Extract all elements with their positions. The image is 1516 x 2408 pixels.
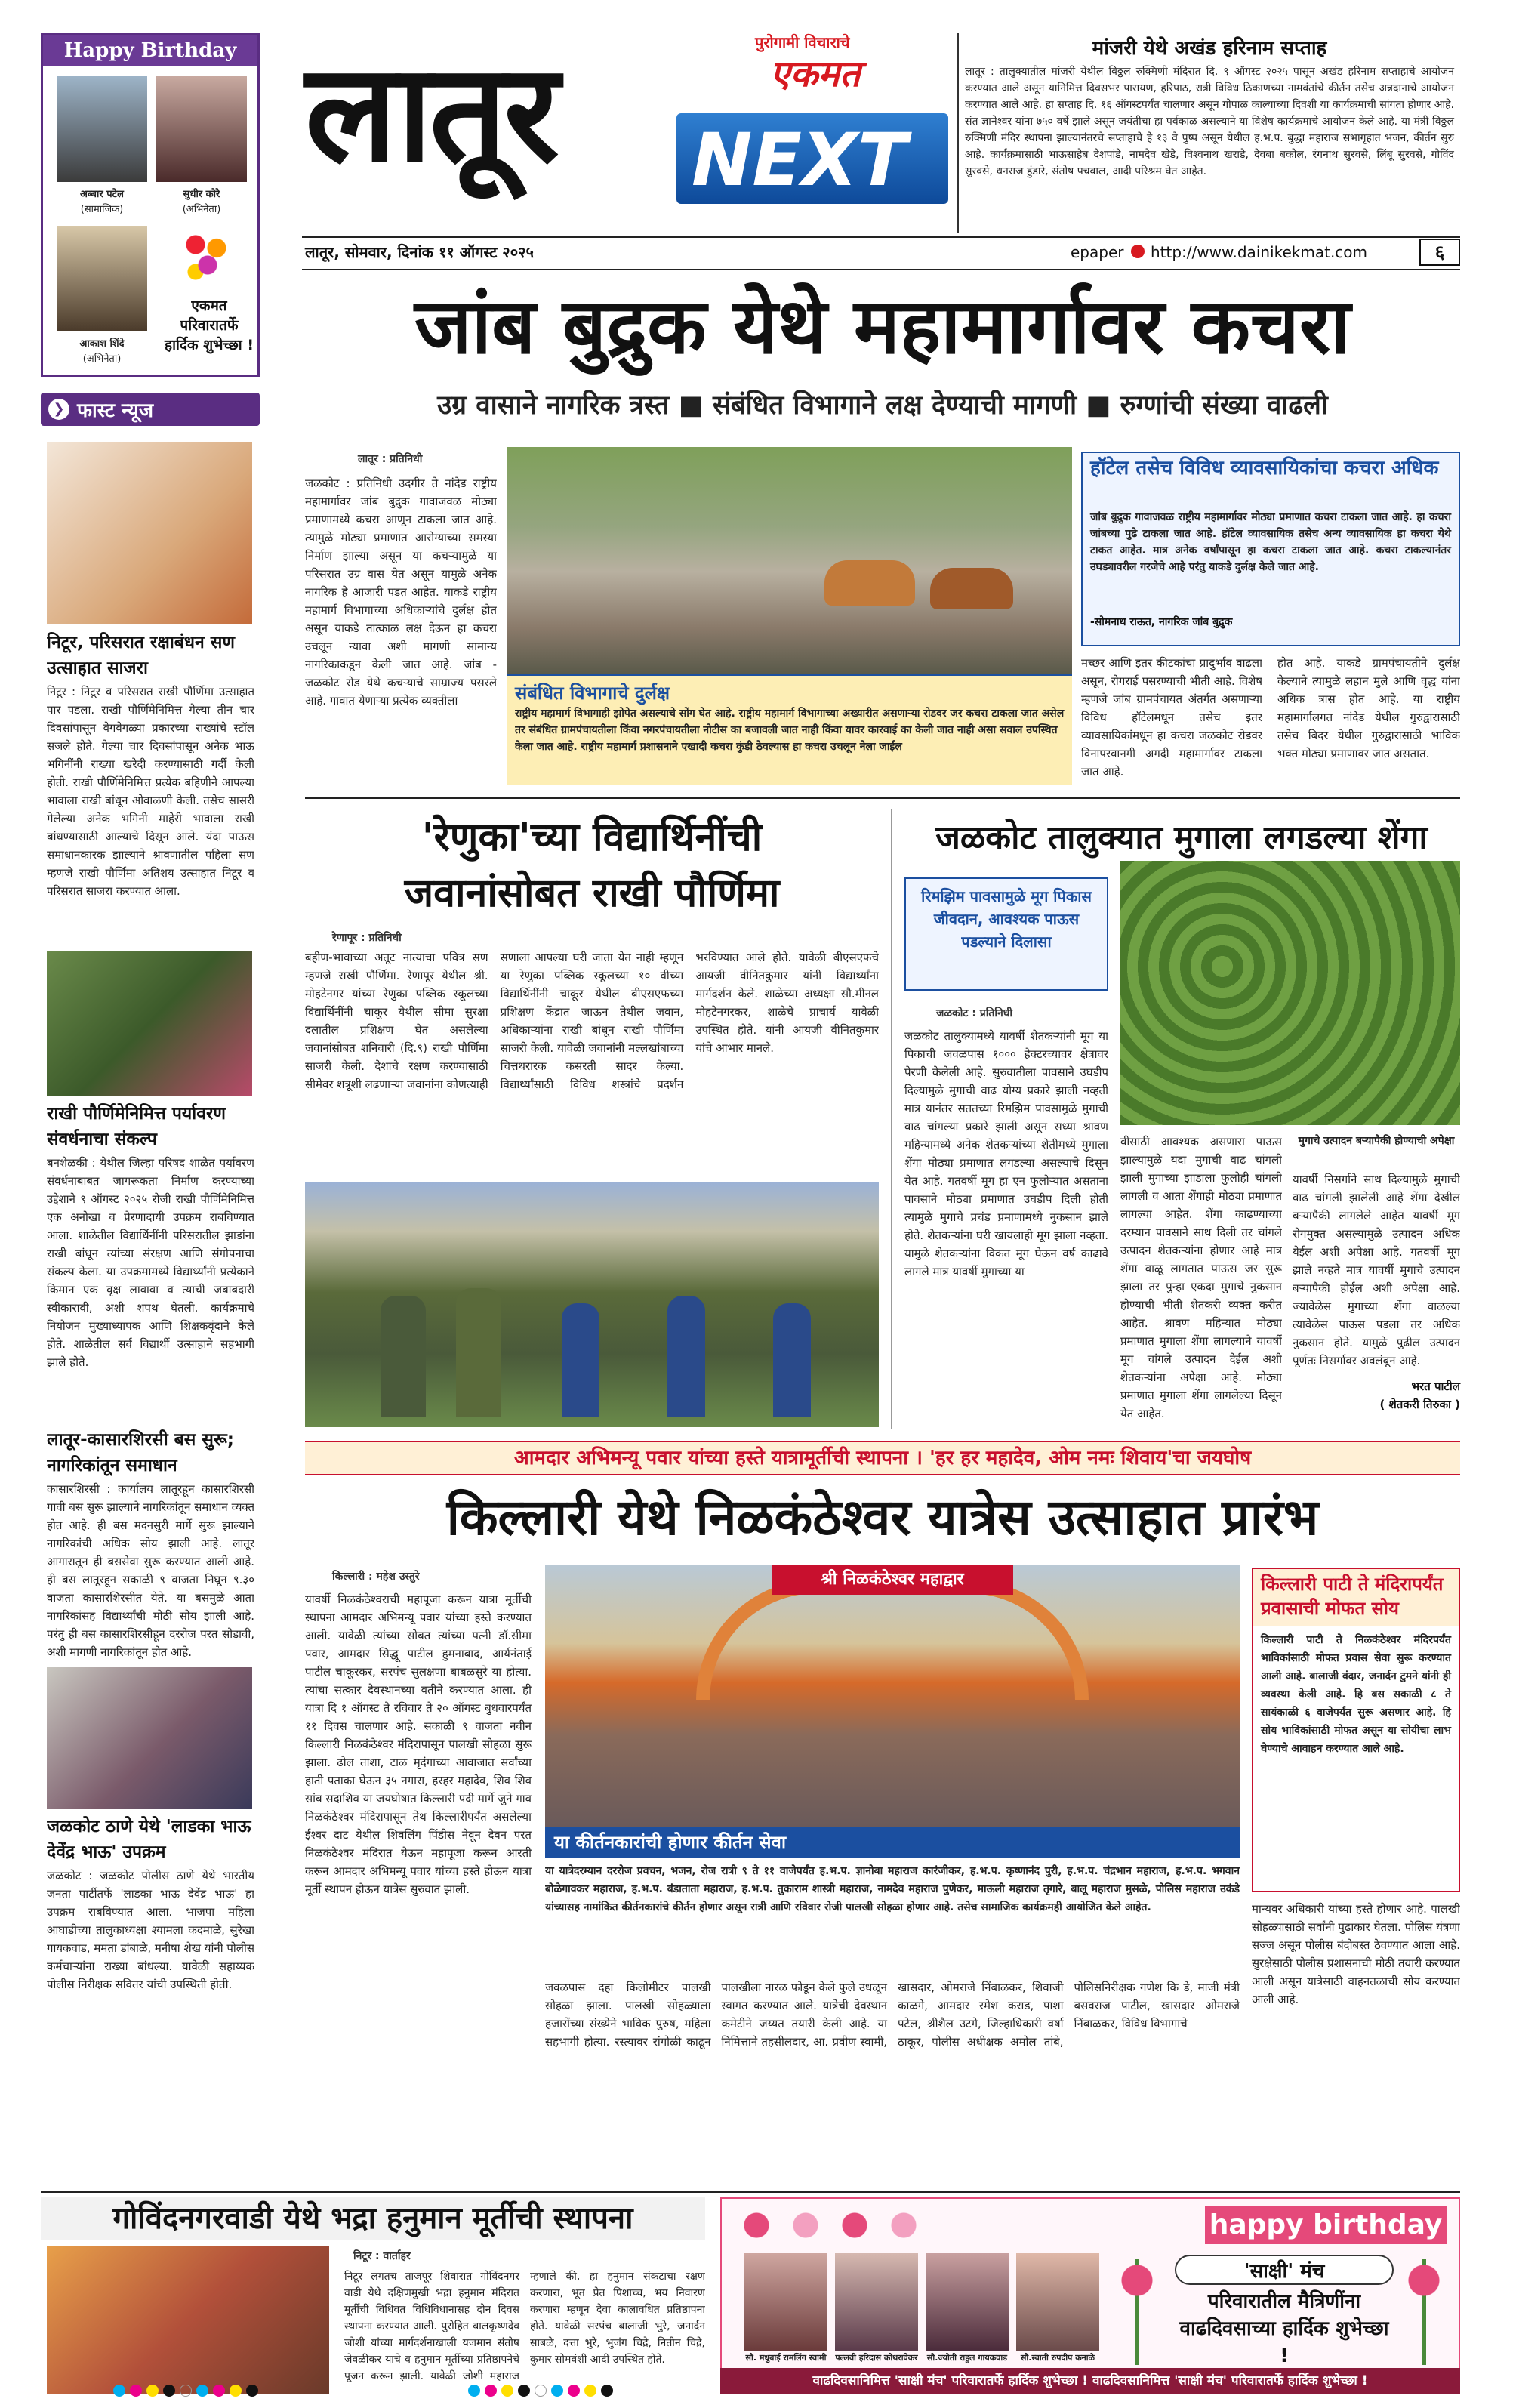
moong-credit-place: ( शेतकरी तिरुका )	[1379, 1398, 1460, 1411]
banner-text: आमदार अभिमन्यू पवार यांच्या हस्ते यात्रामूर्तीची स्थापना । 'हर हर महादेव, ओम नमः शिवाय'चा जयघोष	[513, 1447, 1252, 1469]
hanuman-photo	[47, 2246, 329, 2394]
next-logo	[676, 113, 948, 204]
masthead-rule	[302, 236, 1460, 238]
moong-crop-photo	[1120, 861, 1460, 1125]
news-body: निटूर : निटूर व परिसरात राखी पौर्णिमा उत्साहात पार पडला. राखी पौर्णिमेनिमित्त गेल्या तीन चार दिवसांपासून वेगवेगळ्या प्रकारच्या राख्यांचे स्टॉल सजले होते. गेल्या चार दिवसांपासून अनेक भाऊ भगिनींनी राख्या खरेदी करण्यासाठी गर्दी केली होती. राखी पौर्णिमेनिमित्त प्रत्येक बहिणीने आपल्या भावाला राखी बांधून ओवाळणी केली. तसेच सासरी गेलेल्या अनेक भगिनी माहेरी भावाला राखी बांधण्यासाठी आल्याचे दिसून आले. यंदा पाऊस समाधानकारक झाल्याने श्रावणातील पहिला सण म्हणजे राखी पौर्णिमा अतिशय उत्साहात निटूर व परिसरात साजरा करण्यात आला.	[47, 685, 254, 898]
flower-decor	[737, 2206, 933, 2244]
moong-credit: भरत पाटील	[1411, 1380, 1460, 1393]
sakhi-birthday-box	[720, 2197, 1460, 2394]
arch-sign: श्री निळकंठेश्वर महाद्वार	[772, 1565, 1013, 1595]
killari-sidebar	[1252, 1568, 1460, 1892]
lead-sidebar	[1081, 452, 1460, 646]
garbage-photo	[507, 447, 1072, 674]
renuka-body: बहीण-भावाच्या अतूट नात्याचा पवित्र सण म्हणजे राखी पौर्णिमा. रेणापूर येथील श्री. मोहटेनगर यांच्या रेणुका पब्लिक स्कूलच्या विद्यार्थिनींनी चाकूर येथील सीमा सुरक्षा दलातील प्रशिक्षण घेत असलेल्या जवानांसोबत शनिवारी (दि.९) राखी पौर्णिमा साजरी केली. देशाचे रक्षण करण्यासाठी सीमेवर शत्रूशी लढणाऱ्या जवानांना कोणत्याही सणाला आपल्या घरी जाता येत नाही म्हणून या रेणुका पब्लिक स्कूलच्या १० वीच्या विद्यार्थिनींनी चाकूर येथील बीएसएफच्या प्रशिक्षण केंद्रात जाऊन तेथील जवान, अधिकाऱ्यांना राखी बांधून राखी पौर्णिमा साजरी केली. यावेळी जवानांनी मल्लखांबाच्या चित्तथरारक कसरती सादर केल्या. विद्यार्थ्यांसाठी विविध शस्त्रांचे प्रदर्शन भरविण्यात आले होते. यावेळी बीएसएफचे आयजी वीनितकुमार यांनी विद्यार्थ्यांना मार्गदर्शन केले. शाळेच्या अध्यक्षा सौ.मीनल मोहटेनगरकर, शाळेचे प्राचार्य यावेळी उपस्थित होते. यांनी आयजी वीनितकुमार यांचे आभार मानले.	[305, 951, 879, 1091]
lead-photo-caption	[507, 674, 1072, 785]
story-body: लातूर : तालुक्यातील मांजरी येथील विठ्ठल रुक्मिणी मंदिरात दि. ९ ऑगस्ट २०२५ पासून अखंड हरिनाम सप्ताहाचे आयोजन करण्यात आले असून यानिमित्त दिवसभर पारायण, हरिपाठ, रात्री विविध ठिकाणच्या नामवंतांचे कीर्तन तसेच अन्नदानाचे आयोजन करण्यात आले आहे. हा सप्ताह दि. १६ ऑगस्टपर्यंत चालणार असून गोपाळ काल्याच्या दिवशी या कार्यक्रमाची सांगता होणार आहे. संत ज्ञानेश्वर यांना ७५० वर्षे झाले असून जयंतीचा हा पर्वकाळ असल्याने या विशेष कार्यक्रमाचे आयोजन केले आहे. या मंत्री विठ्ठल रुक्मिणी मंदिर स्थापना झाल्यानंतरचे सप्ताहाचे हे १३ वे पुष्प असून येथील ह.भ.प. बुद्धा महाराज सभागृहात भजन, कीर्तन सुरु आहे. कार्यक्रमासाठी भाऊसाहेब देशपांडे, नामदेव खेडे, विश्वनाथ खराडे, देवबा बकोल, रंगनाथ सुरवसे, लिंबू सुरवसे, गोविंद सुरवसे, धनराज हुंडारे, संतोष पचवाल, आदी परिश्रम घेत आहेत.	[965, 66, 1454, 177]
soldier-figure	[381, 1296, 426, 1417]
dateline: लातूर, सोमवार, दिनांक ११ ऑगस्ट २०२५	[305, 243, 534, 261]
person-role: (अभिनेता)	[182, 204, 221, 215]
news-title: जळकोट ठाणे येथे 'लाडका भाऊ देवेंद्र भाऊ' उपक्रम	[47, 1817, 251, 1862]
person-name: आकाश शिंदे	[79, 338, 125, 350]
sakhi-footer-strip	[720, 2368, 1460, 2394]
footer-text: वाढदिवसानिमित्त 'साक्षी मंच' परिवारातर्फे हार्दिक शुभेच्छा ! वाढदिवसानिमित्त 'साक्षी मंच' परिवारातर्फे हार्दिक शुभेच्छा !	[812, 2373, 1368, 2388]
moong-headline: जळकोट तालुक्यात मुगाला लगडल्या शेंगा	[935, 819, 1428, 857]
lead-subhead: उग्र वासाने नागरिक त्रस्त ■ संबंधित विभागाने लक्ष देण्याची मागणी ■ रुग्णांची संख्या वाढली	[437, 390, 1328, 421]
section-divider	[41, 2191, 1460, 2193]
killari-body: यावर्षी निळकंठेश्वराची महापूजा करून यात्रा मूर्तीची स्थापना आमदार अभिमन्यू पवार यांच्या हस्ते करण्यात आली. यावेळी त्यांच्या सोबत त्यांच्या पत्नी डॉ.सीमा पवार, आमदार सिद्धू पाटील हुमनाबाद, आर्यनंताई पाटील चाकूरकर, सरपंच सुलक्षणा बाबळसुरे या होत्या. त्यांचा सत्कार देवस्थानच्या वतीने करण्यात आला. ही यात्रा दि १ ऑगस्ट ते रविवार ते २० ऑगस्ट बुधवारपर्यंत ११ दिवस चालणार आहे. सकाळी ९ वाजता नवीन किल्लारी निळकंठेश्वर मंदिरापासून पालखी सोहळा सुरू झाला. ढोल ताशा, टाळ मृदंगाच्या आवाजात सर्वांच्या हाती पताका घेऊन ३५ नगारा, हरहर महादेव, शिव शिव सांब सदाशिव या जयघोषात किल्लारी पदी मार्गे जुने गाव निळकंठेश्वर मंदिरापासून तेथ किल्लारीपर्यंत असलेल्या ईश्वर दाट येथील शिवलिंग पिंडीस नेवून देवन परत निळकंठेश्वर मंदिरात येऊन महापूजा करून आरती करून आमदार अभिमन्यू पवार यांच्या हस्ते होऊन यात्रा मूर्ती स्थापन होऊन यात्रेस सुरुवात झाली.	[305, 1592, 532, 1896]
sakhi-title: happy birthday	[1205, 2206, 1447, 2244]
fast-news-header	[41, 393, 260, 426]
tulip-decor	[1114, 2259, 1160, 2365]
flower-bouquet	[177, 224, 238, 292]
renuka-headline-2: जवानांसोबत राखी पौर्णिमा	[404, 871, 780, 916]
avatar	[156, 76, 247, 182]
student-figure	[667, 1296, 705, 1417]
killari-sidebar-cont: मान्यवर अधिकारी यांच्या हस्ते होणार आहे. पालखी सोहळ्यासाठी सर्वांनी पुढाकार घेतला. पोलिस यंत्रणा सज्ज असून पोलीस बंदोबस्त ठेवण्यात आला आहे. सुरक्षेसाठी पोलीस प्रशासनाची मोठी तयारी करण्यात आली असून यात्रेसाठी वाहनतळाची सोय करण्यात आली आहे.	[1252, 1902, 1460, 2006]
govind-body: निटूर लगतच ताजपूर शिवारात गोविंदनगर वाडी येथे दक्षिणमुखी भद्रा हनुमान मंदिरात मूर्तीची विधिवत विधिविधानासह दोन दिवस स्थापना करण्यात आली. पुरोहित बालकृष्णदेव जोशी यांच्या मार्गदर्शनाखाली यजमान संतोष जेवळीकर याचे व हनुमान मूर्तीच्या प्रतिष्ठापनेचे पूजन करून झाली. यावेळी जोशी महाराज म्हणाले की, हा हनुमान संकटाचा रक्षण करणारा, भूत प्रेत पिशाच्च, भय निवारण करणारा म्हणून देवा कालावधित प्रतिष्ठापना होते. यावेळी सरपंच बालाजी भुरे, जनार्दन साबळे, दत्ता भुरे, भुजंग चिद्रे, नितीन चिद्रे, कुमार सोमवंशी आदी उपस्थित होते.	[344, 2271, 705, 2382]
sidebar-credit: -सोमनाथ राऊत, नागरिक जांब बुद्रुक	[1090, 616, 1233, 628]
brand-logo: एकमत	[770, 53, 861, 95]
news-title: लातूर-कासारशिरसी बस सुरू; नागरिकांतून समाधान	[47, 1430, 234, 1475]
killari-photo-caption	[545, 1827, 1240, 1858]
lead-headline: जांब बुद्रुक येथे महामार्गावर कचरा	[414, 282, 1351, 372]
avatar	[1016, 2253, 1099, 2351]
caption-title: या कीर्तनकारांची होणार कीर्तन सेवा	[554, 1832, 787, 1853]
news-title: राखी पौर्णिमेनिमित्त पर्यावरण संवर्धनाचा संकल्प	[47, 1104, 226, 1149]
avatar	[57, 226, 147, 331]
moong-dateline: जळकोट : प्रतिनिधी	[936, 1007, 1013, 1019]
brand-tag: पुरोगामी विचाराचे	[755, 33, 850, 51]
rakhi-photo	[47, 442, 252, 624]
bsf-rakhi-photo	[305, 1182, 879, 1427]
column-divider	[891, 809, 892, 1429]
fast-news-title: फास्ट न्यूज	[77, 399, 154, 422]
caption-title: संबंधित विभागाचे दुर्लक्ष	[515, 683, 670, 704]
moong-col3: यावर्षी निसर्गाने साथ दिल्यामुळे मुगाची वाढ चांगली झालेली आहे शेंगा देखील बऱ्यापैकी लागलेले आहेत यावर्षी मूग रोगमुक्त असल्यामुळे उत्पादन अधिक येईल अशी अपेक्षा आहे. गतवर्षी मूग झाले नव्हते मात्र यावर्षी मुगाचे उत्पादन बऱ्यापैकी होईल अशी अपेक्षा आहे. ज्यावेळेस मुगाच्या शेंगा वाळल्या त्यावेळेस पाऊस पडला तर अधिक नुकसान होते. यामुळे पुढील उत्पादन पूर्णतः निसर्गावर अवलंबून आहे.	[1293, 1173, 1460, 1367]
sidebar-body: किल्लारी पाटी ते निळकंठेश्वर मंदिरपर्यंत भाविकांसाठी मोफत प्रवास सेवा सुरू करण्यात आली आहे. बालाजी वंदार, जनार्दन टुमने यांनी ही व्यवस्था केली आहे. हि बस सकाळी ८ ते सायंकाळी ६ वाजेपर्यंत सुरू असणार आहे. हि सोय भाविकांसाठी मोफत असून या सोयीचा लाभ घेण्याचे आवाहन करण्यात आले आहे.	[1261, 1634, 1451, 1755]
masthead-rule	[302, 269, 1460, 270]
renuka-headline-1: 'रेणुका'च्या विद्यार्थिनींची	[421, 815, 763, 860]
birthday-wish: एकमत परिवारातर्फे हार्दिक शुभेच्छा !	[164, 298, 254, 353]
moong-col2: वीसाठी आवश्यक असणारा पाऊस झाल्यामुळे यंदा मुगाची वाढ चांगली झाली मुगाच्या झाडाला फुलोही चांगली लागली व आता शेंगाही मोठ्या प्रमाणात लागल्या आहेत. शेंगा काढण्याच्या दरम्यान पावसाने साथ दिली तर चांगले उत्पादन शेतकऱ्यांना होणार आहे मात्र शेंगा वाळू लागतात पाऊस जर सुरू झाला तर पुन्हा एकदा मुगाचे नुकसान होण्याची भीती शेतकरी व्यक्त करीत आहेत. श्रावण महिन्यात मोठ्या प्रमाणात मुगाला शेंगा लागल्याने यावर्षी मूग चांगले उत्पादन देईल अशी शेतकऱ्यांना अपेक्षा आहे. मोठ्या प्रमाणात मुगाला शेंगा लागलेल्या दिसून येत आहेत.	[1120, 1135, 1282, 1420]
student-figure	[773, 1303, 811, 1417]
person-name: सौ.ज्योती राहुल गायकवाड	[926, 2353, 1008, 2363]
killari-temple-photo	[545, 1565, 1240, 1827]
story-headline: मांजरी येथे अखंड हरिनाम सप्ताह	[1092, 37, 1327, 60]
soldier-figure	[456, 1288, 501, 1417]
avatar	[926, 2253, 1009, 2351]
next-logo-text: NEXT	[692, 118, 907, 202]
section-divider	[305, 797, 1460, 799]
sidebar-title: हॉटेल तसेच विविध व्यावसायिकांचा कचरा अधिक	[1090, 457, 1439, 479]
renuka-dateline: रेणापूर : प्रतिनिधी	[332, 932, 402, 944]
moong-box	[904, 877, 1108, 991]
person-role: (सामाजिक)	[80, 204, 124, 215]
banner-strip	[305, 1441, 1460, 1475]
avatar	[744, 2253, 827, 2351]
moong-photo-caption: मुगाचे उत्पादन बऱ्यापैकी होण्याची अपेक्षा	[1298, 1135, 1455, 1147]
avatar	[57, 76, 147, 182]
news-body: बनशेळकी : येथील जिल्हा परिषद शाळेत पर्यावरण संवर्धनाबाबत जागरूकता निर्माण करण्याच्या उद्देशाने ९ ऑगस्ट २०२५ रोजी राखी पौर्णिमेनिमित्त एक अनोखा व प्रेरणादायी उपक्रम राबविण्यात आला. शाळेतील विद्यार्थिनींनी परिसरातील झाडांना राखी बांधून त्यांच्या संरक्षण आणि संगोपनाचा संकल्प केला. या उपक्रमामध्ये विद्यार्थ्यांनी प्रत्येकाने किमान एक वृक्ष लावावा व त्याची जबाबदारी स्वीकारावी, अशी शपथ घेतली. कार्यक्रमाचे नियोजन मुख्याध्यापक आणि शिक्षकवृंदाने केले होते. शाळेतील सर्व विद्यार्थी उत्साहाने सहभागी झाले होते.	[47, 1156, 254, 1369]
govind-headline: गोविंदनगरवाडी येथे भद्रा हनुमान मूर्तीची स्थापना	[41, 2197, 705, 2240]
ladka-bhau-photo	[47, 1667, 252, 1809]
dog-figure	[930, 568, 1013, 609]
top-right-story	[957, 33, 1460, 233]
lead-col3: होत आहे. याकडे ग्रामपंचायतीने दुर्लक्ष केल्याने त्यामुळे लहान मुले आणि वृद्ध यांना अधिक त्रास होत आहे. या राष्ट्रीय महामार्गालगत नांदेड येथील गुरुद्वारासाठी तसेच बिदर येथील गुरुद्वारासाठी भाविक भक्त मोठ्या प्रमाणावर जात असतात.	[1277, 656, 1460, 760]
sakhi-wish-title: 'साक्षी' मंच	[1175, 2255, 1394, 2285]
killari-dateline: किल्लारी : महेश उस्तुरे	[332, 1571, 420, 1583]
person-name: अब्बार पटेल	[80, 189, 124, 200]
news-body: जळकोट : जळकोट पोलीस ठाणे येथे भारतीय जनता पार्टीतर्फे 'लाडका भाऊ देवेंद्र भाऊ' हा उपक्रम राबविण्यात आला. भाजपा महिला आघाडीच्या तालुकाध्यक्षा श्यामला कदमाळे, सुरेखा गायकवाड, ममता डांबाळे, मनीषा शेख यांनी पोलीस कर्मचाऱ्यांना राख्या बांधल्या. यावेळी सहाय्यक पोलीस निरीक्षक सवितर यांची उपस्थिती होती.	[47, 1869, 254, 1991]
govind-dateline: निटूर : वार्ताहर	[353, 2250, 411, 2262]
news-body: कासारशिरसी : कार्यालय लातूरहून कासारशिरसी गावी बस सुरू झाल्याने नागरिकांतून समाधान व्यक्त होत आहे. ही बस मदनसुरी मार्गे सुरू झाल्याने नागरिकांची अधिक सोय झाली आहे. लातूर आगारातून ही बससेवा सुरू करण्यात आली आहे. ही बस लातूरहून सकाळी ९ वाजता निघून ९.३० वाजता कासारशिरसीत येते. या बसमुळे आता नागरिकांसह विद्यार्थ्यांची मोठी सोय झाली आहे. परंतु ही बस कासारशिरसीहून दररोज परत सोडावी, अशी मागणी नागरिकांतून होत आहे.	[47, 1482, 254, 1659]
masthead-title: लातूर	[305, 35, 556, 193]
globe-icon	[1131, 245, 1145, 258]
fast-news-icon: ❯	[48, 399, 69, 420]
registration-marks	[113, 2385, 263, 2400]
news-title: निटूर, परिसरात रक्षाबंधन सण उत्साहात साजरा	[47, 633, 236, 678]
lead-col2: मच्छर आणि इतर कीटकांचा प्रादुर्भाव वाढला असून, रोगराई पसरण्याची भीती आहे. विशेष म्हणजे जांब ग्रामपंचायत अंतर्गत असणाऱ्या विविध हॉटेलमधून तसेच इतर व्यावसायिकांमधून हा कचरा जळकोट रोडवर विनापरवानगी अगदी महामार्गावर टाकला जात आहे.	[1081, 656, 1262, 779]
person-name: पल्लवी हरिदास कोथरावेकर	[835, 2353, 918, 2363]
moong-box-title: रिमझिम पावसामुळे मूग पिकास जीवदान, आवश्यक पाऊस पडल्याने दिलासा	[921, 887, 1092, 951]
person-role: (अभिनेता)	[82, 353, 122, 365]
birthday-title: Happy Birthday	[43, 35, 257, 66]
sidebar-title: किल्लारी पाटी ते मंदिरापर्यंत प्रवासाची मोफत सोय	[1253, 1569, 1459, 1626]
killari-cols: जवळपास दहा किलोमीटर पालखी सोहळा झाला. पालखी सोहळ्याला हजारोंच्या संख्येने भाविक पुरुष, महिला सहभागी होत्या. रस्त्यावर रांगोळी काढून पालखीला नारळ फोडून केले फुले उधळून स्वागत करण्यात आले. यात्रेची देवस्थान कमेटीने जय्यत तयारी केली आहे. या निमित्ताने तहसीलदार, आ. प्रवीण स्वामी, खासदार, ओमराजे निंबाळकर, शिवाजी काळगे, आमदार रमेश कराड, पाशा पटेल, श्रीशैल उटगे, जिल्हाधिकारी वर्षा ठाकूर, पोलीस अधीक्षक अमोल तांबे, पोलिसनिरीक्षक गणेश कि डे, माजी मंत्री बसवराज पाटील, खासदार ओमराजे निंबाळकर, विविध विभागाचे	[545, 1981, 1240, 2049]
page-number: ६	[1419, 239, 1460, 266]
website-url: http://www.dainikekmat.com	[1151, 243, 1368, 261]
tulip-decor	[1401, 2259, 1447, 2365]
sidebar-body: जांब बुद्रुक गावाजवळ राष्ट्रीय महामार्गावर मोठ्या प्रमाणात कचरा टाकला जात आहे. हा कचरा जांबच्या पुढे टाकला जात आहे. हॉटेल व्यावसायिक तसेच अन्य व्यावसायिक हा कचरा येथे टाकत आहेत. मात्र अनेक वर्षांपासून हा कचरा टाकला जात आहे. कचरा टाकल्यानंतर उघड्यावरील गरजेचे आहे परंतु याकडे दुर्लक्ष केले जात आहे.	[1090, 511, 1451, 573]
temple-arch	[696, 1580, 1089, 1700]
dog-figure	[824, 560, 915, 606]
person-name: सौ. मधुबाई रामलिंग स्वामी	[745, 2353, 827, 2363]
sakhi-wish-text: परिवारातील मैत्रिणींना वाढदिवसाच्या हार्दिक शुभेच्छा !	[1179, 2290, 1389, 2367]
caption-text: राष्ट्रीय महामार्ग विभागाही झोपेत असल्याचे सोंग घेत आहे. राष्ट्रीय महामार्ग विभागाच्या अख्यारीत असणाऱ्या रोडवर जर कचरा टाकला जात असेल तर संबंधित ग्रामपंचायतीला किंवा नगरपंचायतीला नोटीस का बजावली जात नाही किंवा यावर कारवाई का केली जात नाही असा सवाल उपस्थित केला जात आहे. राष्ट्रीय महामार्ग प्रशासनाने एखादी कचरा कुंडी ठेवल्यास हा कचरा उचलून नेला जाईल	[515, 708, 1065, 753]
lead-dateline: लातूर : प्रतिनिधी	[358, 453, 423, 465]
avatar	[835, 2253, 918, 2351]
person-name: सौ.स्वाती रुपदीप कनाळे	[1020, 2353, 1095, 2363]
moong-body: जळकोट तालुक्यामध्ये यावर्षी शेतकऱ्यांनी मूग या पिकाची जवळपास १००० हेक्टरच्यावर क्षेत्रावर पेरणी केलेली आहे. सुरुवातीला पावसाने उघडीप दिल्यामुळे मुगाची वाढ योग्य प्रकारे झाली नव्हती मात्र यानंतर सततच्या रिमझिम पावसामुळे मुगाची वाढ चांगल्या प्रकारे झाली असून सध्या श्रावण महिन्यामध्ये अनेक शेतकऱ्यांच्या शेतीमध्ये मुगाला शेंगा मोठ्या प्रमाणात लगडल्या असल्याचे दिसून येत आहे. गतवर्षी मूग हा एन फुलोऱ्यात असताना पावसाने मोठ्या प्रमाणात उघडीप दिली होती त्यामुळे मुगाचे प्रचंड प्रमाणामध्ये नुकसान झाले होते. शेतकऱ्यांना घरी खायलाही मूग झाला नव्हता. यामुळे शेतकऱ्यांना विकत मूग घेऊन वर्ष काढावे लागले मात्र यावर्षी मुगाच्या या	[904, 1029, 1108, 1278]
killari-headline: किल्लारी येथे निळकंठेश्वर यात्रेस उत्साहात प्रारंभ	[446, 1488, 1319, 1546]
birthday-box	[41, 33, 260, 377]
student-figure	[562, 1303, 599, 1417]
tree-rakhi-photo	[47, 951, 252, 1096]
lead-body: जळकोट : प्रतिनिधी उदगीर ते नांदेड राष्ट्रीय महामार्गावर जांब बुद्रुक गावाजवळ मोठ्या प्रमाणामध्ये कचरा आणून टाकला जात आहे. त्यामुळे मोठ्या प्रमाणात आरोग्याच्या समस्या निर्माण झाल्या असून या कचऱ्यामुळे या परिसरात उग्र वास येत असून यामुळे अनेक नागरिक हे आजारी पडत आहेत. याकडे राष्ट्रीय महामार्ग विभागाच्या अधिकाऱ्यांचे दुर्लक्ष होत असून याकडे तात्काळ लक्ष देऊन हा कचरा उचलून न्यावा अशी मागणी सामान्य नागरिकाकडून केली जात आहे. जांब - जळकोट रोड येथे कचऱ्याचे साम्राज्य पसरले आहे. गावात येणाऱ्या प्रत्येक व्यक्तीला	[305, 476, 497, 708]
epaper-label: epaper	[1071, 243, 1124, 261]
person-name: सुधीर कोरे	[183, 189, 220, 200]
kirtan-list: या यात्रेदरम्यान दररोज प्रवचन, भजन, रोज रात्री ९ ते ११ वाजेपर्यंत ह.भ.प. ज्ञानोबा महाराज कारंजीकर, ह.भ.प. कृष्णानंद पुरी, ह.भ.प. चंद्रभान महाराज, ह.भ.प. भगवान बोळेगावकर महाराज, ह.भ.प. बंडाताता महाराज, ह.भ.प. तुकाराम शास्त्री महाराज, नामदेव महाराज पुणेकर, माऊली महाराज तृगारे, बालू महाराज मुसळे, पोलिस महाराज उकंडे यांच्यासह नामांकित कीर्तनकारांचे कीर्तन होणार असून रात्री आणि रविवार रोजी पालखी सोहळा होणार आहे. तसेच सामाजिक कार्यक्रमही आयोजित केले आहेत.	[545, 1865, 1240, 1913]
registration-marks	[468, 2385, 618, 2400]
